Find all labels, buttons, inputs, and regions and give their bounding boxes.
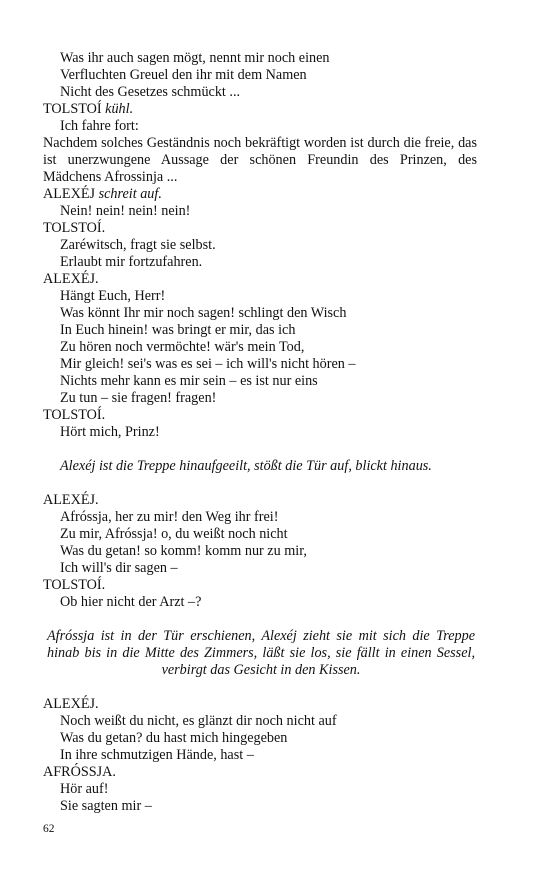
verse-line: Verfluchten Greuel den ihr mit dem Namen — [60, 67, 307, 83]
speaker-heading — [43, 577, 477, 594]
speaker-name: ALEXÉJ — [43, 186, 96, 202]
verse-line: In ihre schmutzigen Hände, hast – — [60, 747, 254, 763]
speaker-name: TOLSTOÍ. — [43, 577, 106, 593]
speaker-name: AFRÓSSJA. — [43, 764, 116, 780]
speaker-name: TOLSTOÍ — [43, 101, 102, 117]
speaker-name: ALEXÉJ. — [43, 696, 99, 712]
verse-line: Was könnt Ihr mir noch sagen! schlingt den Wisch — [60, 305, 347, 321]
verse-line: Ich fahre fort: — [60, 118, 139, 134]
speaker-heading — [43, 407, 477, 424]
verse-line: Sie sagten mir – — [60, 798, 152, 814]
verse-line: Was du getan? du hast mich hingegeben — [60, 730, 288, 746]
speaker-heading — [43, 101, 477, 118]
speaker-heading — [43, 492, 477, 509]
verse-line: Hängt Euch, Herr! — [60, 288, 166, 304]
play-text — [43, 50, 477, 815]
verse-line: Zu tun – sie fragen! fragen! — [60, 390, 217, 406]
verse-line: In Euch hinein! was bringt er mir, das ich — [60, 322, 296, 338]
page-number: 62 — [43, 823, 55, 835]
verse-line: Zu mir, Afróssja! o, du weißt noch nicht — [60, 526, 288, 542]
speaker-heading — [43, 696, 477, 713]
verse-line: Nicht des Gesetzes schmückt ... — [60, 84, 241, 100]
stage-direction: Alexéj ist die Treppe hinaufgeeilt, stößt die Tür auf, blickt hinaus. — [60, 458, 432, 474]
speaker-heading — [43, 186, 477, 203]
verse-line: Afróssja, her zu mir! den Weg ihr frei! — [60, 509, 279, 525]
verse-line: Nichts mehr kann es mir sein – es ist nur eins — [60, 373, 318, 389]
speaker-heading — [43, 764, 477, 781]
spacer — [43, 611, 477, 628]
speaker-heading — [43, 220, 477, 237]
speaker-name: TOLSTOÍ. — [43, 220, 106, 236]
speaker-direction: kühl. — [105, 101, 134, 117]
verse-line: Was ihr auch sagen mögt, nennt mir noch einen — [60, 50, 330, 66]
verse-line: Zu hören noch vermöchte! wär's mein Tod, — [60, 339, 305, 355]
prose-paragraph: Nachdem solches Geständnis noch bekräftigt worden ist durch die freie, das ist unerzwungene Aussage der schönen Freundin des Prinzen, des Mädchens Afrossinja ... — [43, 135, 477, 185]
verse-line: Erlaubt mir fortzufahren. — [60, 254, 203, 270]
spacer — [43, 679, 477, 696]
speaker-name: ALEXÉJ. — [43, 271, 99, 287]
verse-line: Hört mich, Prinz! — [60, 424, 160, 440]
verse-line: Mir gleich! sei's was es sei – ich will's nicht hören – — [60, 356, 356, 372]
stage-direction: Afróssja ist in der Tür erschienen, Alexéj zieht sie mit sich die Treppe hinab bis in die Mitte des Zimmers, läßt sie los, sie fällt in einen Sessel, verbirgt das Gesicht in den Kissen. — [47, 628, 475, 678]
verse-line: Nein! nein! nein! nein! — [60, 203, 191, 219]
speaker-heading — [43, 271, 477, 288]
speaker-name: ALEXÉJ. — [43, 492, 99, 508]
spacer — [43, 475, 477, 492]
verse-line: Was du getan! so komm! komm nur zu mir, — [60, 543, 307, 559]
verse-line: Ob hier nicht der Arzt –? — [60, 594, 202, 610]
verse-line: Hör auf! — [60, 781, 109, 797]
spacer — [43, 441, 477, 458]
verse-line: Noch weißt du nicht, es glänzt dir noch nicht auf — [60, 713, 337, 729]
speaker-name: TOLSTOÍ. — [43, 407, 106, 423]
speaker-direction: schreit auf. — [98, 186, 162, 202]
verse-line: Ich will's dir sagen – — [60, 560, 178, 576]
verse-line: Zaréwitsch, fragt sie selbst. — [60, 237, 216, 253]
